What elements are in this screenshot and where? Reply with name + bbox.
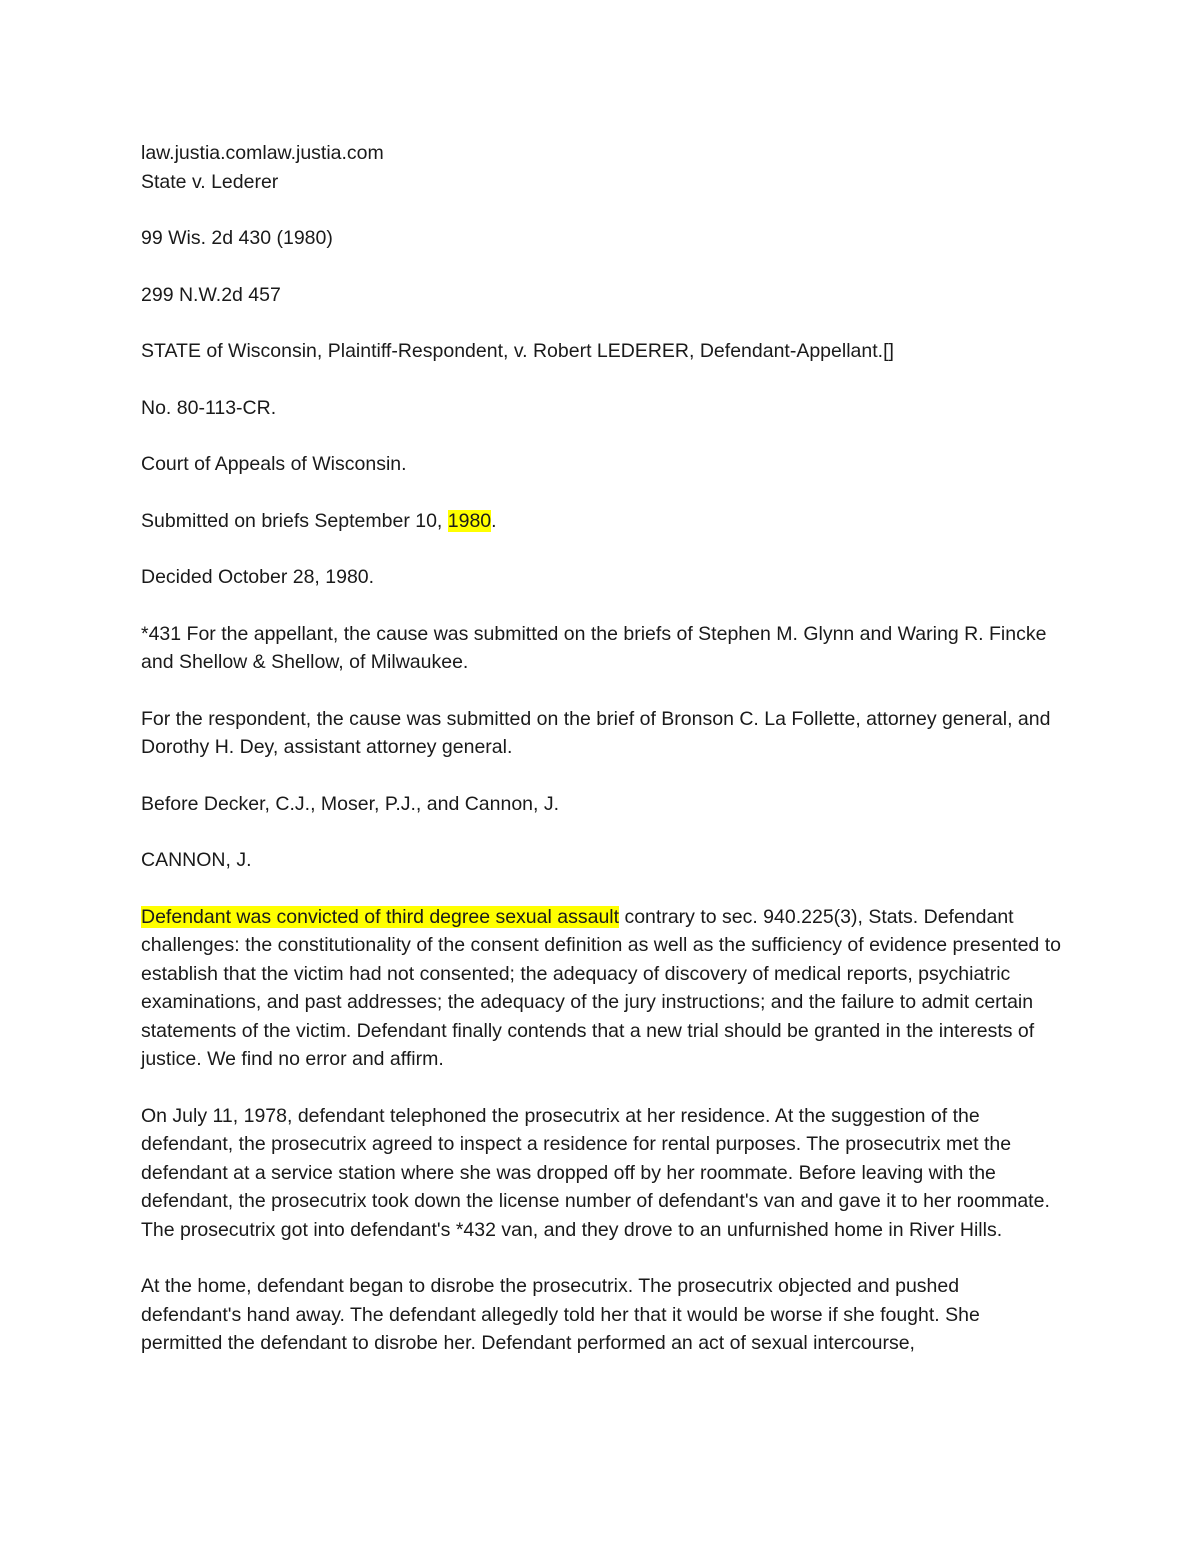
- parties: STATE of Wisconsin, Plaintiff-Respondent, v. Robert LEDERER, Defendant-Appellant.[]: [141, 340, 894, 362]
- judges-panel: Before Decker, C.J., Moser, P.J., and Cannon, J.: [141, 792, 560, 815]
- docket-number: No. 80-113-CR.: [141, 396, 277, 419]
- citation-nw: 299 N.W.2d 457: [141, 283, 281, 306]
- court-name: Court of Appeals of Wisconsin.: [141, 453, 407, 475]
- opinion-author: CANNON, J.: [141, 849, 252, 871]
- appellant-counsel: *431 For the appellant, the cause was submitted on the briefs of Stephen M. Glynn and Waring R. Fincke and Shellow & Shellow, of Milwaukee.: [141, 622, 1047, 673]
- case-name: State v. Lederer: [141, 170, 279, 193]
- opinion-paragraph-2: On July 11, 1978, defendant telephoned the prosecutrix at her residence. At the suggestion of the defendant, the prosecutrix agreed to inspect a residence for rental purposes. The prosecutrix met the defendant at a service station where she was dropped off by her roommate. Before leaving with the defendant, the prosecutrix took down the license number of defendant's van and gave it to her roommate. The prosecutrix got into defendant's *432 van, and they drove to an unfurnished home in River Hills.: [141, 1104, 1050, 1241]
- opinion-paragraph-1: [141, 903, 1061, 1074]
- source-line: law.justia.comlaw.justia.com: [141, 142, 384, 164]
- submitted-date: [141, 507, 1061, 536]
- decided-date: Decided October 28, 1980.: [141, 566, 375, 588]
- paragraph-1-rest: contrary to sec. 940.225(3), Stats. Defendant challenges: the constitutionality of the consent definition as well as the sufficiency of evidence presented to establish that the victim had not consented; the adequacy of discovery of medical reports, psychiatric examinations, and past addresses; the adequacy of the jury instructions; and the failure to admit certain statements of the victim. Defendant finally contends that a new trial should be granted in the interests of justice. We find no error and affirm.: [141, 905, 1061, 1070]
- respondent-counsel: For the respondent, the cause was submitted on the brief of Bronson C. La Follette, attorney general, and Dorothy H. Dey, assistant attorney general.: [141, 707, 1051, 758]
- submitted-prefix: Submitted on briefs September 10,: [141, 509, 448, 532]
- opinion-paragraph-3: At the home, defendant began to disrobe the prosecutrix. The prosecutrix objected and pushed defendant's hand away. The defendant allegedly told her that it would be worse if she fought. She permitted the defendant to disrobe her. Defendant performed an act of sexual intercourse,: [141, 1275, 980, 1354]
- citation-wis: 99 Wis. 2d 430 (1980): [141, 227, 333, 249]
- highlighted-sentence: Defendant was convicted of third degree sexual assault: [141, 905, 620, 928]
- document-page: [141, 139, 1061, 1386]
- highlighted-year: 1980: [447, 509, 492, 532]
- submitted-suffix: .: [491, 509, 497, 532]
